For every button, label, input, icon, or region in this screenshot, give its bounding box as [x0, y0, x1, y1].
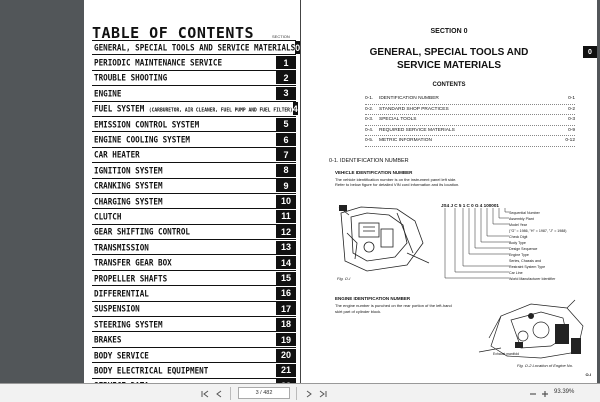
toc-row-label — [92, 227, 276, 237]
toc-row[interactable] — [92, 55, 296, 70]
toc-row-number: 15 — [276, 272, 296, 285]
toc-row-label — [92, 288, 276, 298]
toc-row-title: PROPELLER SHAFTS — [94, 272, 168, 284]
engine-figure — [471, 296, 589, 362]
section-title-line2: SERVICE MATERIALS — [396, 60, 502, 71]
toc-row-label — [92, 304, 276, 314]
toc-row-number: 9 — [276, 179, 296, 192]
toc-row[interactable] — [92, 71, 296, 86]
toc-row-title: BODY SERVICE — [94, 349, 149, 361]
toc-row-number: 6 — [276, 133, 296, 146]
toc-row-number: 21 — [276, 364, 296, 377]
toc-row-number: 18 — [276, 318, 296, 331]
vin-legend-item: Assembly Plant — [509, 217, 534, 221]
plus-icon — [541, 390, 549, 398]
contents-row-page: 0-9 — [568, 127, 575, 133]
next-page-button[interactable] — [304, 388, 314, 399]
toc-row-number: 2 — [276, 71, 296, 84]
toc-row[interactable] — [92, 102, 296, 117]
toc-row-label — [92, 319, 276, 329]
toc-row-title: BRAKES — [94, 334, 122, 345]
first-page-button[interactable] — [200, 388, 210, 399]
last-page-icon — [319, 390, 327, 398]
contents-row-label: METRIC INFORMATION — [379, 138, 432, 144]
contents-heading: CONTENTS — [432, 82, 466, 88]
toc-row[interactable] — [92, 163, 296, 178]
contents-row-page: 0-12 — [565, 138, 575, 144]
toc-row[interactable] — [92, 286, 296, 301]
vin-legend — [509, 210, 593, 282]
toc-row-label — [92, 119, 276, 129]
exhaust-manifold-label: Exhaust manifold — [493, 352, 520, 356]
toc-row-number: 3 — [276, 87, 296, 100]
toc-row-label — [92, 88, 276, 98]
toc-row-title: IGNITION SYSTEM — [94, 165, 163, 176]
section-title — [301, 46, 597, 72]
contents-list — [365, 94, 575, 147]
toc-row[interactable] — [92, 179, 296, 194]
vin-legend-item: Series, Chassis and — [509, 259, 541, 263]
toc-row-label — [92, 211, 276, 221]
engine-number-heading: ENGINE IDENTIFICATION NUMBER — [335, 296, 411, 301]
subsection-heading: 0-1. IDENTIFICATION NUMBER — [329, 158, 409, 164]
engine-number-description: The engine number is punched on the rear portion of the left-hand skirt part of cylinder block. — [335, 303, 452, 314]
toc-row[interactable] — [92, 209, 296, 224]
toc-row[interactable] — [92, 40, 301, 55]
toc-row-label — [92, 273, 276, 283]
section-page — [301, 0, 597, 383]
toc-row-title: CAR HEATER — [94, 149, 140, 161]
toc-row-number: 17 — [276, 302, 296, 315]
toc-row-number: 8 — [276, 164, 296, 177]
toc-row-number: 14 — [276, 256, 296, 269]
page-number-input[interactable]: 3 / 482 — [238, 387, 290, 399]
contents-row-number: 0-5. — [365, 138, 374, 144]
toc-row-title: FUEL SYSTEM — [94, 103, 145, 114]
contents-row[interactable] — [365, 94, 575, 105]
contents-row-label: IDENTIFICATION NUMBER — [379, 96, 439, 102]
toc-row-label — [92, 257, 276, 267]
toc-row-title: PERIODIC MAINTENANCE SERVICE — [94, 57, 223, 68]
section-title-line1: GENERAL, SPECIAL TOOLS AND — [369, 47, 529, 58]
toc-row[interactable] — [92, 132, 296, 147]
toc-row-number: 4 — [292, 103, 298, 114]
toc-row-title: GEAR SHIFTING CONTROL — [94, 226, 191, 238]
toc-row-number: 20 — [276, 349, 296, 362]
vin-legend-item: Design Sequence — [509, 247, 538, 251]
toc-row[interactable] — [92, 240, 296, 255]
toc-row-title: TROUBLE SHOOTING — [94, 72, 168, 84]
toolbar-divider — [296, 387, 297, 400]
contents-row-label: SPECIAL TOOLS — [379, 117, 417, 123]
toc-row-number: 13 — [276, 241, 296, 254]
toc-row-number: 19 — [276, 333, 296, 346]
vin-heading: VEHICLE IDENTIFICATION NUMBER — [335, 170, 413, 175]
vin-legend-item: Body Type — [509, 241, 526, 245]
toolbar-divider — [230, 387, 231, 400]
page-number: O-I — [585, 372, 591, 377]
chevron-left-icon — [215, 390, 223, 398]
toc-row-label — [92, 165, 276, 175]
dashboard-figure — [337, 203, 433, 275]
toc-row[interactable] — [92, 348, 296, 363]
vin-description-line1: The vehicle identification number is on the instrument panel left side. — [335, 177, 457, 182]
toc-row[interactable] — [92, 117, 296, 132]
toc-row[interactable] — [92, 271, 296, 286]
contents-row-page: 0-3 — [568, 117, 575, 123]
toc-row-title: EMISSION CONTROL SYSTEM — [94, 118, 200, 130]
toc-row-number: 1 — [276, 56, 296, 69]
toc-section-label: SECTION — [272, 34, 290, 39]
contents-row-page: 0-2 — [568, 106, 575, 112]
toc-row-number: 12 — [276, 225, 296, 238]
contents-row[interactable] — [365, 105, 575, 116]
last-page-button[interactable] — [318, 388, 328, 399]
vin-legend-item: Car Line — [509, 271, 523, 275]
toc-row-number: 0 — [295, 42, 301, 53]
zoom-in-button[interactable] — [540, 388, 550, 399]
toc-row-title: BODY ELECTRICAL EQUIPMENT — [94, 365, 209, 376]
toc-row-label — [92, 242, 276, 252]
contents-row-label: REQUIRED SERVICE MATERIALS — [379, 127, 455, 133]
vin-code: JS4 J C 5 1 C 0 G 4 100001 — [441, 203, 499, 208]
toc-row-title: CHARGING SYSTEM — [94, 195, 163, 207]
toc-row-label — [92, 181, 276, 191]
toc-row-number: 5 — [276, 118, 296, 131]
contents-row-label: STANDARD SHOP PRACTICES — [379, 106, 449, 112]
toc-row-title: DIFFERENTIAL — [94, 288, 149, 299]
viewer-toolbar — [0, 383, 600, 402]
toc-row-label — [92, 150, 276, 160]
vin-description — [335, 177, 575, 188]
toc-row[interactable] — [92, 302, 296, 317]
toc-row-label — [92, 43, 295, 53]
toc-row-label — [92, 57, 276, 67]
toc-row-number: 7 — [276, 148, 296, 161]
toc-title: TABLE OF CONTENTS — [92, 24, 255, 42]
section-tab: 0 — [583, 46, 597, 58]
vin-legend-item: World Manufacturer Identifier — [509, 277, 556, 281]
toc-row[interactable] — [92, 332, 296, 347]
toc-row-title: ENGINE COOLING SYSTEM — [94, 134, 191, 145]
contents-row[interactable] — [365, 136, 575, 147]
toc-row-label — [92, 350, 276, 360]
toc-row-label — [92, 73, 276, 83]
contents-row[interactable] — [365, 115, 575, 126]
toc-row-title: SUSPENSION — [94, 303, 140, 315]
vin-legend-item: Engine Type — [509, 253, 529, 257]
contents-row-number: 0-1. — [365, 96, 374, 102]
toc-row-title: ENGINE — [94, 88, 122, 99]
vin-legend-item: ("G" = 1986, "H" = 1987, "J" = 1988) — [509, 229, 567, 233]
toc-row-title: CRANKING SYSTEM — [94, 180, 163, 191]
figure-2-caption: Fig. O-2 Location of Engine No. — [517, 363, 574, 368]
toc-row[interactable] — [92, 363, 296, 378]
toc-row[interactable] — [92, 86, 296, 101]
chevron-right-icon — [305, 390, 313, 398]
toc-row-label — [92, 196, 276, 206]
contents-row-number: 0-4. — [365, 127, 374, 133]
contents-row-number: 0-3. — [365, 117, 374, 123]
vin-description-line2: Refer to below figure for detailed VIN cord information and its location. — [335, 182, 460, 188]
toc-row-label — [92, 134, 276, 144]
toc-row-title: TRANSMISSION — [94, 242, 149, 253]
toc-row-subtitle: (CARBURETOR, AIR CLEANER, FUEL PUMP AND FUEL FILTER) — [148, 108, 293, 114]
contents-row[interactable] — [365, 126, 575, 137]
toc-row-label — [92, 334, 276, 344]
previous-page-button[interactable] — [214, 388, 224, 399]
toc-row-number: 16 — [276, 287, 296, 300]
toc-row-label — [92, 365, 276, 375]
vin-legend-item: Sequential Number — [509, 211, 540, 215]
vin-legend-item: Check Digit — [509, 235, 528, 239]
figure-1-caption: Fig. O-I — [337, 276, 351, 281]
toc-row[interactable] — [92, 148, 296, 163]
toc-row[interactable] — [92, 255, 296, 270]
contents-row-number: 0-2. — [365, 106, 374, 112]
contents-row-page: 0-1 — [568, 96, 575, 102]
minus-icon — [529, 390, 537, 398]
toc-row[interactable] — [92, 225, 296, 240]
toc-row-title: STEERING SYSTEM — [94, 319, 163, 330]
toc-row[interactable] — [92, 194, 296, 209]
toc-row-title: TRANSFER GEAR BOX — [94, 257, 172, 268]
toc-row-number: 10 — [276, 195, 296, 208]
toc-row-title: CLUTCH — [94, 211, 122, 222]
toc-page — [84, 0, 300, 383]
toc-row-label — [92, 104, 293, 114]
toc-list — [92, 40, 301, 394]
zoom-level[interactable]: 93.39% — [554, 389, 575, 395]
vin-bracket-lines — [441, 208, 511, 286]
toc-row-number: 11 — [276, 210, 296, 223]
toc-row[interactable] — [92, 317, 296, 332]
toc-row-title: GENERAL, SPECIAL TOOLS AND SERVICE MATERIALS — [94, 42, 296, 53]
section-heading: SECTION 0 — [430, 28, 468, 35]
first-page-icon — [201, 390, 209, 398]
vin-legend-item: Restraint System Type — [509, 265, 546, 269]
vin-legend-item: Model Year — [509, 223, 527, 227]
zoom-out-button[interactable] — [528, 388, 538, 399]
